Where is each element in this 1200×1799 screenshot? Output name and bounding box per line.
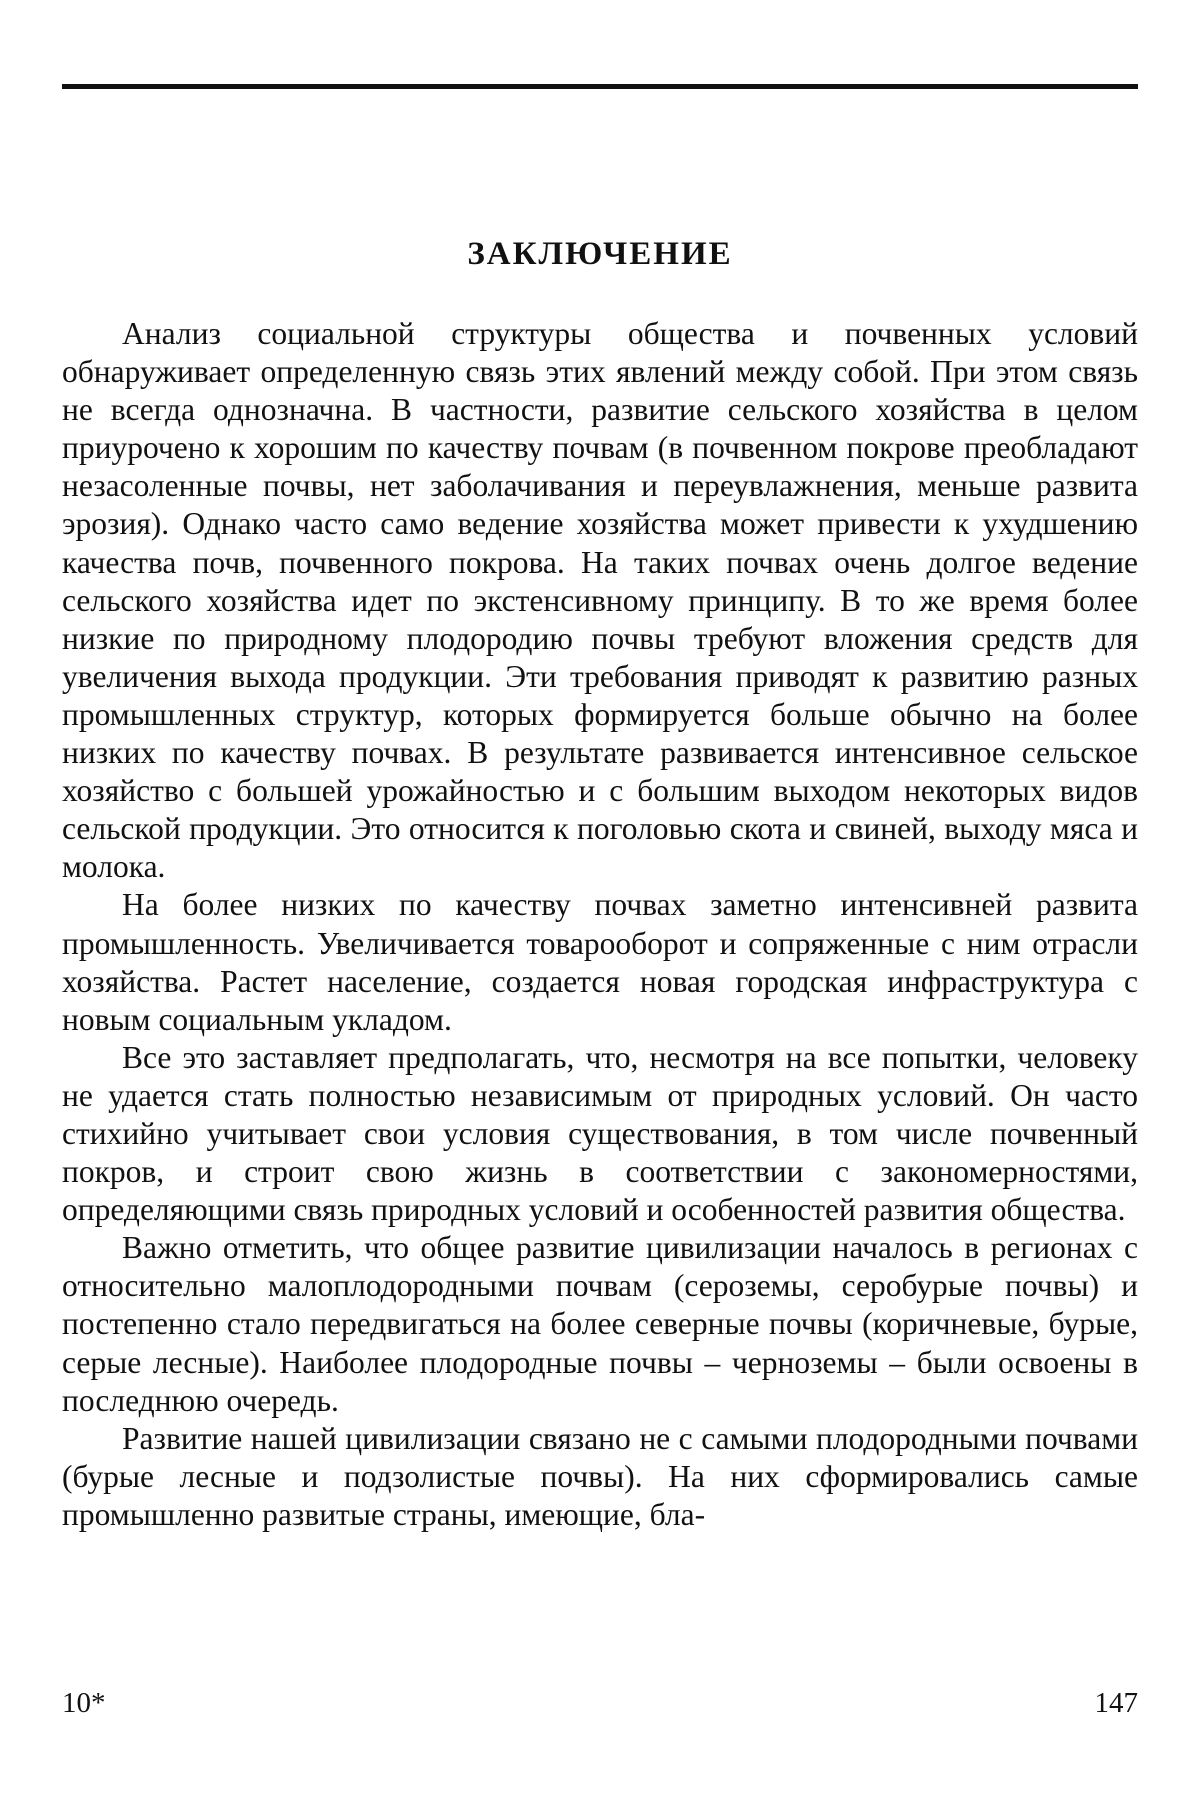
body-text: [62, 315, 1138, 1534]
paragraph-5: Развитие нашей цивилизации связано не с самыми плодородными почвами (бурые лесные и подзолистые почвы). На них сформировались самые промышленно развитые страны, имеющие, бла-: [62, 1420, 1138, 1532]
paragraph-2: На более низких по качеству почвах заметно интенсивней развита промышленность. Увеличивается товарооборот и сопряженные с ним отрасли хозяйства. Растет население, создается новая городская инфраструктура с новым социальным укладом.: [62, 887, 1138, 1037]
paragraph-3: Все это заставляет предполагать, что, несмотря на все попытки, человеку не удается стать полностью независимым от природных условий. Он часто стихийно учитывает свои условия существования, в том числе почвенный покров, и строит свою жизнь в соответствии с закономерностями, определяющими связь природных условий и особенностей развития общества.: [62, 1039, 1138, 1228]
paragraph-1: Анализ социальной структуры общества и почвенных условий обнаруживает определенную связь этих явлений между собой. При этом связь не всегда однозначна. В частности, развитие сельского хозяйства в целом приурочено к хорошим по качеству почвам (в почвенном покрове преобладают незасоленные почвы, нет заболачивания и переувлажнения, меньше развита эрозия). Однако часто само ведение хозяйства может привести к ухудшению качества почв, почвенного покрова. На таких почвах очень долгое ведение сельского хозяйства идет по экстенсивному принципу. В то же время более низкие по природному плодородию почвы требуют вложения средств для увеличения выхода продукции. Эти требования приводят к развитию разных промышленных структур, которых формируется больше обычно на более низких по качеству почвах. В результате развивается интенсивное сельское хозяйство с большей урожайностью и с большим выходом некоторых видов сельской продукции. Это относится к поголовью скота и свиней, выходу мяса и молока.: [62, 316, 1138, 885]
header-rule: [62, 84, 1138, 89]
chapter-title: ЗАКЛЮЧЕНИЕ: [467, 236, 733, 272]
signature-mark: 10*: [62, 1687, 106, 1719]
paragraph-4: Важно отметить, что общее развитие цивилизации началось в регионах с относительно малоплодородными почвам (сероземы, серобурые почвы) и постепенно стало передвигаться на более северные почвы (коричневые, бурые, серые лесные). Наиболее плодородные почвы – черноземы – были освоены в последнюю очередь.: [62, 1230, 1138, 1418]
page-number: 147: [1094, 1687, 1138, 1719]
